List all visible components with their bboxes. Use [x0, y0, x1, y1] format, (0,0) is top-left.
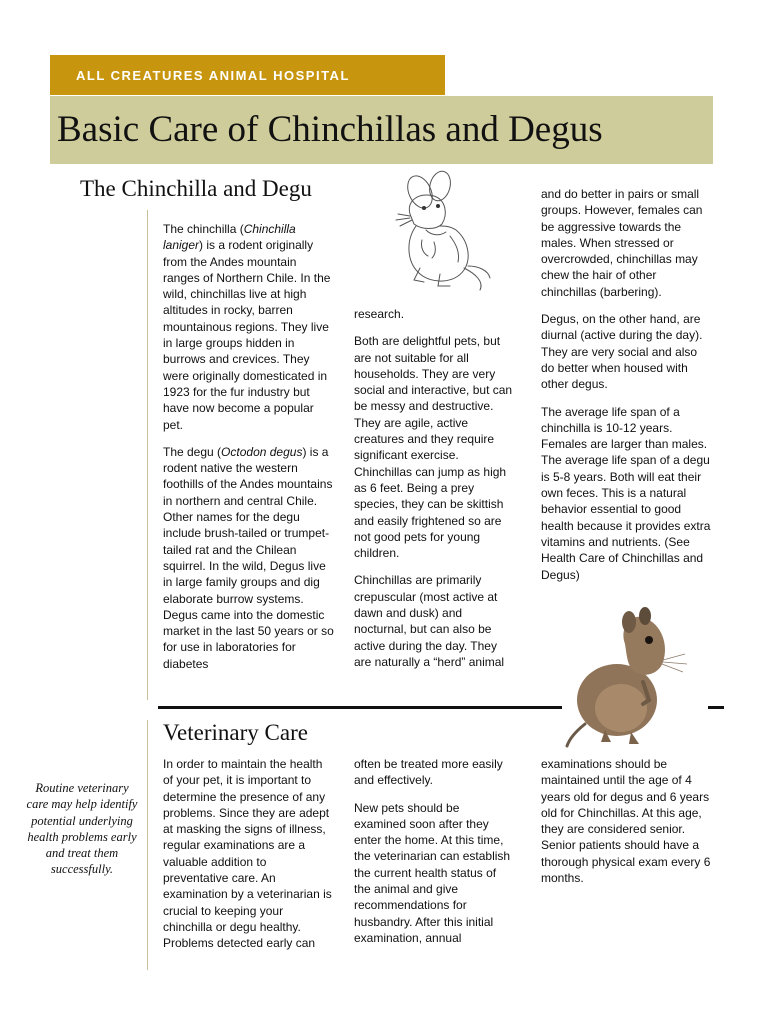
- paragraph: Chinchillas are primarily crepuscular (most active at dawn and dusk) and nocturnal, but can also be active during the day. They are naturally a “herd” animal: [354, 573, 505, 669]
- pull-quote: Routine veterinary care may help identify potential underlying health problems early and treat them successfully.: [26, 781, 138, 877]
- paragraph: Both are delightful pets, but are not suitable for all households. They are very social and interactive, but can be messy and destructive. They are agile, active creatures and they require significant exercise. Chinchillas can jump as high as 6 feet. Being a prey species, they can be skittish and easily frightened so are not good pets for young children.: [354, 334, 513, 561]
- text: The chinchilla (: [163, 222, 244, 236]
- page-title: Basic Care of Chinchillas and Degus: [57, 109, 603, 150]
- section-heading-chinchilla-degu: The Chinchilla and Degu: [80, 176, 312, 201]
- degu-intro-paragraph: [163, 444, 335, 672]
- paragraph: and do better in pairs or small groups. However, females can be aggressive towards the males. When stressed or overcrowded, chinchillas may chew the hair of other chinchillas (barbering).: [541, 187, 703, 299]
- paragraph: The average life span of a chinchilla is 10-12 years. Females are larger than males. The average life span of a degu is 5-8 years. Both will eat their own feces. This is a natural behavior essential to good health because it provides extra vitamins and nutrients. (See Health Care of Chinchillas and Degus): [541, 404, 711, 582]
- paragraph: examinations should be maintained until the age of 4 years old for degus and 6 years old for Chinchillas. At this age, they are considered senior. Senior patients should have a thorough physical exam every 6 months.: [541, 757, 711, 886]
- column-2-veterinary-care: [354, 756, 514, 957]
- paragraph: New pets should be examined soon after they enter the home. At this time, the veterinarian can establish the current health status of the animal and give recommendations for husbandry. After this initial examination, annual: [354, 800, 511, 945]
- column-2-chinchilla-degu: [354, 306, 514, 681]
- paragraph: In order to maintain the health of your pet, it is important to determine the presence of any problems. Since they are adept at masking the signs of illness, regular examinations are a valuable addition to preventative care. An examination by a veterinarian is crucial to keeping your chinchilla or degu healthy. Problems detected early can: [163, 757, 332, 951]
- paragraph: research.: [354, 307, 405, 321]
- column-1-chinchilla-degu: [163, 221, 335, 683]
- scientific-name: Octodon degus: [221, 444, 303, 459]
- chinchilla-intro-paragraph: [163, 221, 335, 433]
- column-3-veterinary-care: [541, 756, 713, 897]
- text: ) is a rodent native the western foothills of the Andes mountains in northern and central Chile. Other names for the degu include brush-tailed or trumpet-tailed rat and the Chilean squirrel. In the wild, Degus live in large family groups and dig elaborate burrow systems. Degus came into the domestic market in the last 50 years or so for use in laboratories for diabetes: [163, 444, 334, 671]
- column-3-chinchilla-degu: [541, 186, 711, 594]
- text: ) is a rodent originally from the Andes mountain ranges of Northern Chile. In the wild, chinchillas live at high altitudes in rocky, barren mountainous regions. They live in large groups hidden in burrows and crevices. They were originally domesticated in 1923 for the fur industry but have now become a popular pet.: [163, 238, 331, 432]
- column-divider: [147, 720, 148, 970]
- degu-photo-icon: [565, 604, 695, 749]
- column-divider: [147, 210, 148, 700]
- section-heading-veterinary-care: Veterinary Care: [163, 720, 308, 745]
- chinchilla-sketch-icon: [380, 170, 500, 295]
- column-1-veterinary-care: [163, 756, 335, 963]
- scientific-name: Chinchilla laniger: [163, 222, 296, 253]
- paragraph: often be treated more easily and effectively.: [354, 757, 503, 788]
- hospital-name: ALL CREATURES ANIMAL HOSPITAL: [76, 68, 350, 83]
- text: The degu (: [163, 444, 222, 459]
- paragraph: Degus, on the other hand, are diurnal (active during the day). They are very social and also do better when housed with other degus.: [541, 312, 703, 392]
